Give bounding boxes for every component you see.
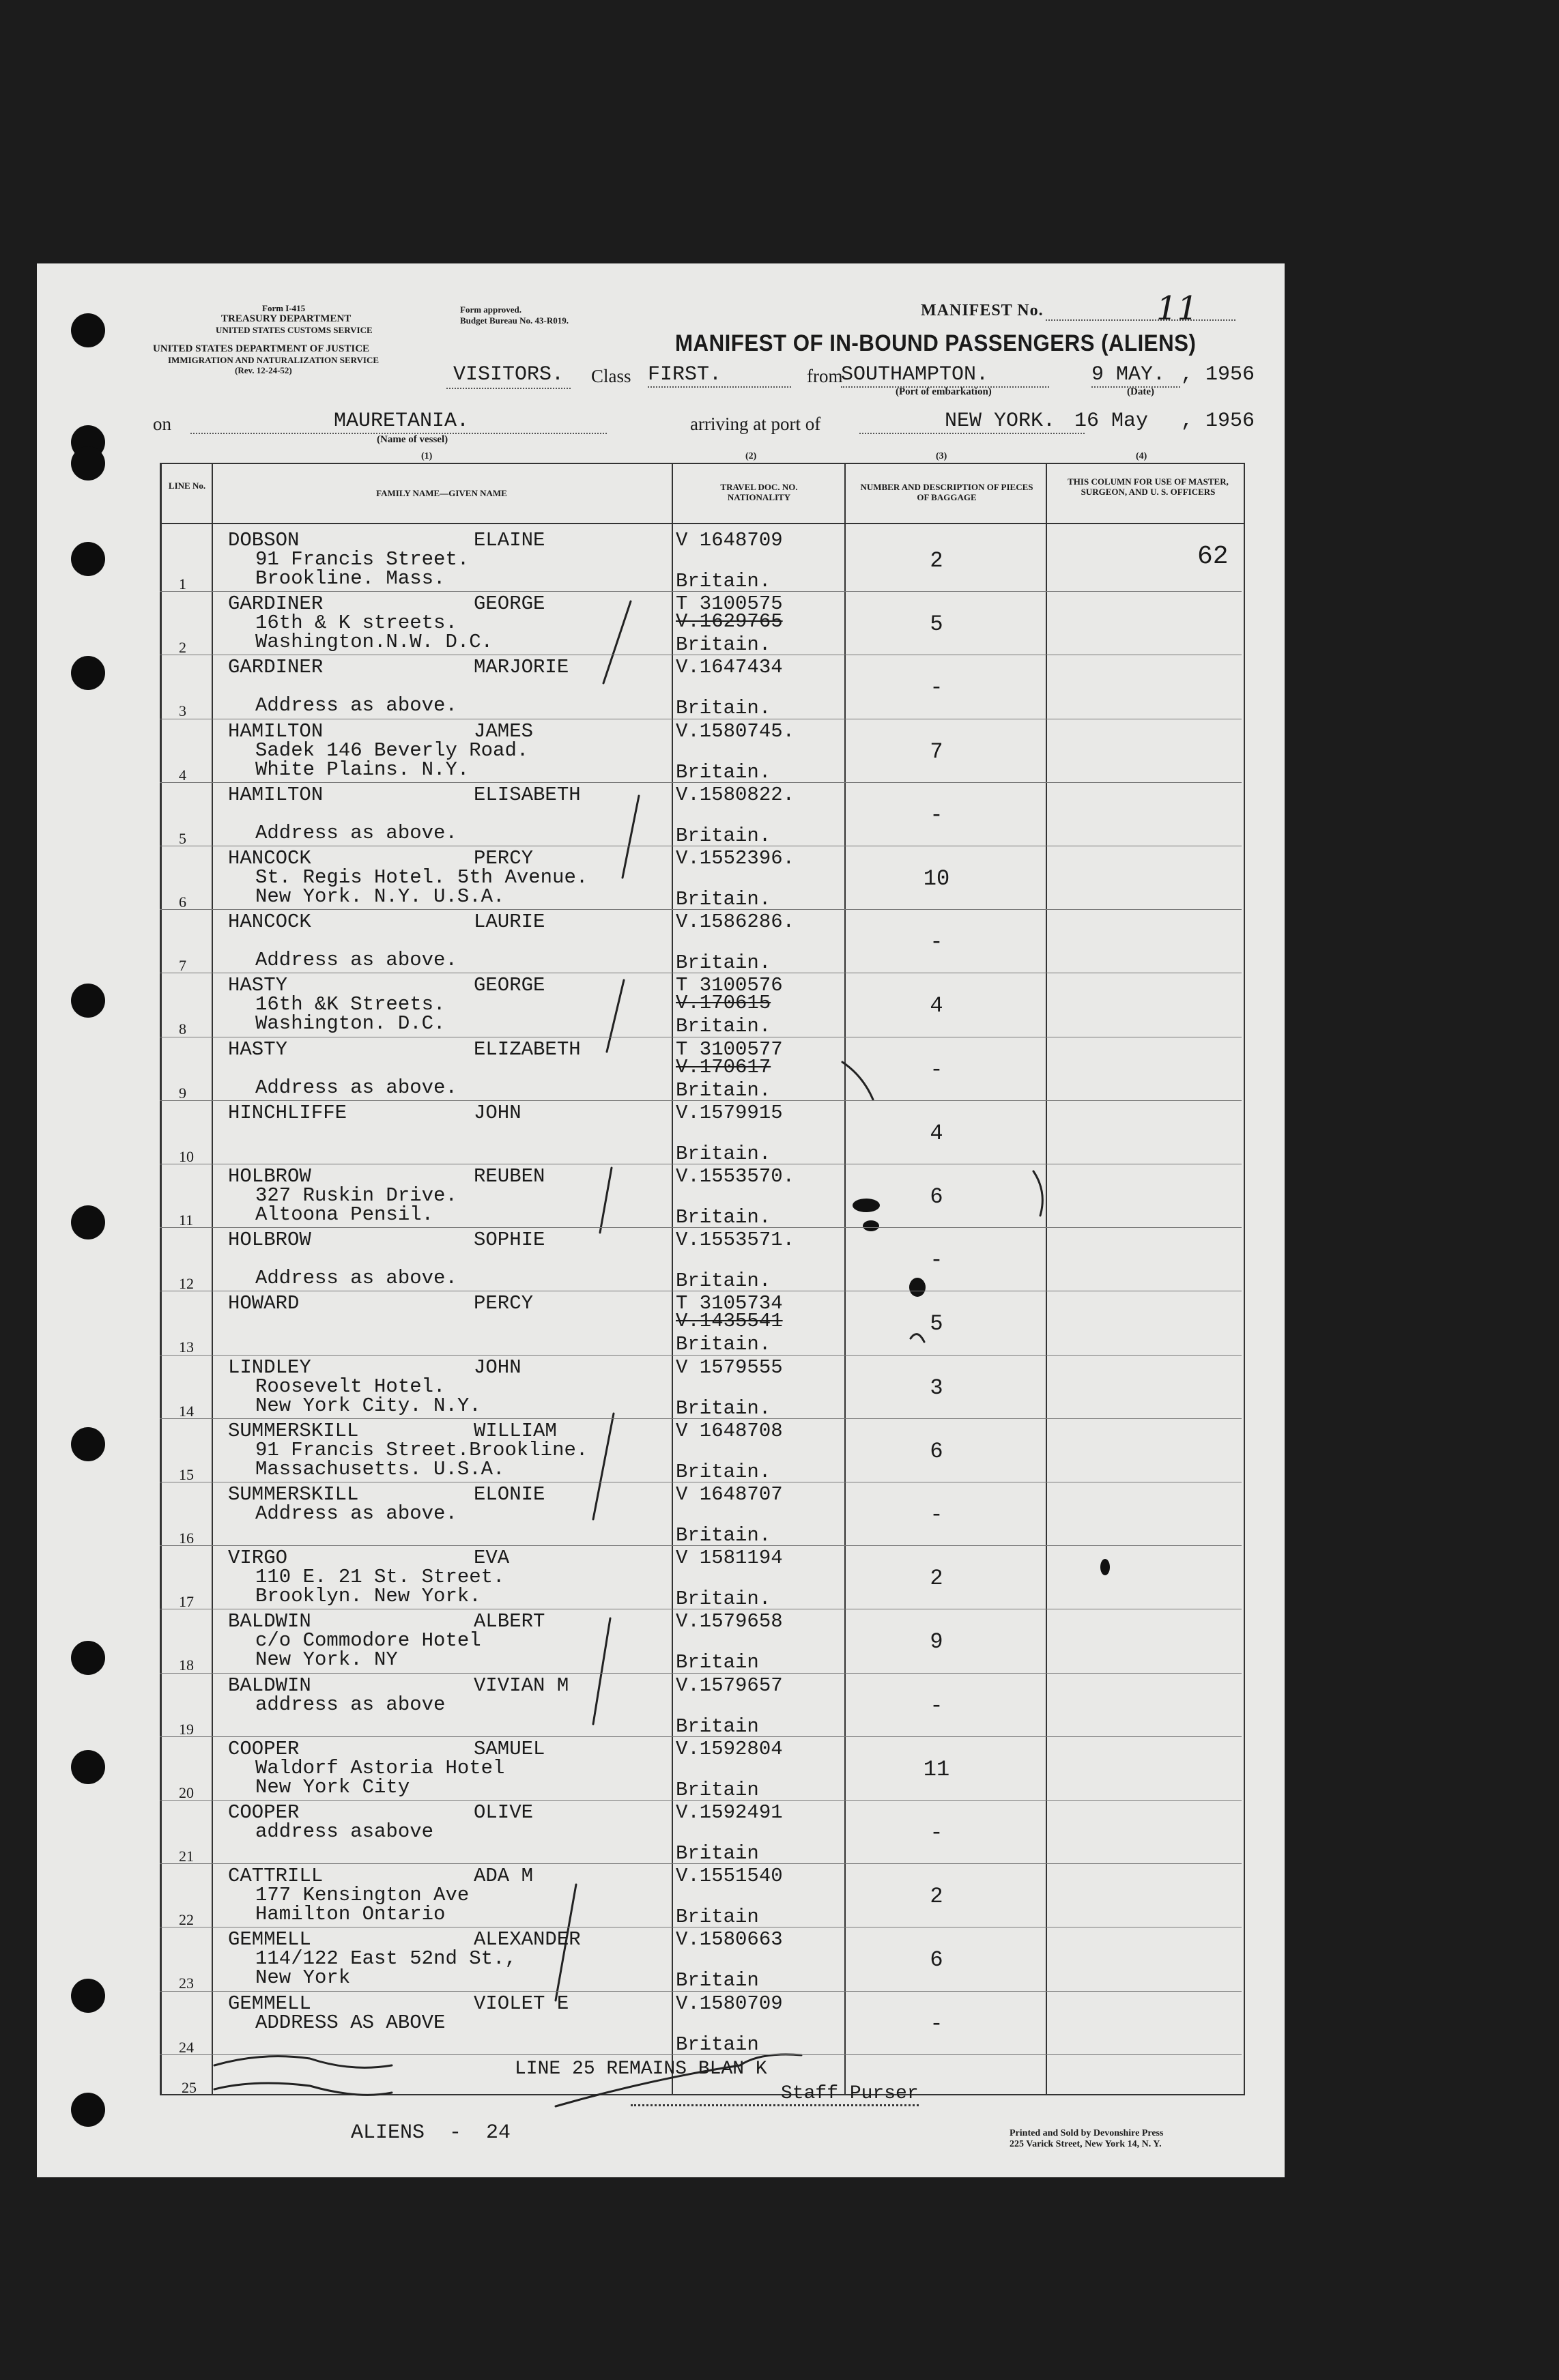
nationality: Britain. [676, 824, 771, 847]
travel-doc-number: V.1592491 [676, 1801, 783, 1824]
class-value: FIRST. [648, 363, 791, 388]
nationality: Britain. [676, 1524, 771, 1547]
travel-doc-number: V 1648707 [676, 1483, 783, 1506]
address-line-2: Hamilton Ontario [255, 1903, 446, 1926]
baggage-count: - [930, 802, 943, 828]
travel-doc-number: V.1579658 [676, 1610, 783, 1633]
given-name: PERCY [474, 1292, 534, 1315]
nationality: Britain [676, 1778, 759, 1801]
manifest-title: MANIFEST OF IN-BOUND PASSENGERS (ALIENS) [675, 330, 1197, 356]
treasury-dept: TREASURY DEPARTMENT [221, 313, 352, 324]
manifest-no-label: MANIFEST No. [921, 302, 1044, 319]
family-name: BALDWIN [228, 1674, 311, 1697]
family-name: HAMILTON [228, 783, 324, 806]
line-25-number: 25 [182, 2079, 197, 2096]
given-name: GEORGE [474, 592, 545, 616]
nationality: Britain. [676, 633, 771, 657]
travel-doc-number: V.1586286. [676, 911, 795, 934]
address-line-1: 91 Francis Street. [255, 548, 470, 571]
given-name: VIOLET E [474, 1992, 569, 2015]
baggage-count: 9 [930, 1629, 943, 1655]
given-name: REUBEN [474, 1165, 545, 1188]
col-travel-doc: TRAVEL DOC. NO. NATIONALITY [720, 482, 798, 502]
given-name: JOHN [474, 1356, 521, 1379]
line-number: 18 [179, 1657, 194, 1674]
given-name: VIVIAN M [474, 1674, 569, 1697]
travel-doc-number: V 1579555 [676, 1356, 783, 1379]
col-number-1: (1) [421, 451, 433, 461]
nationality: Britain. [676, 697, 771, 720]
family-name: LINDLEY [228, 1356, 311, 1379]
line-number: 3 [179, 702, 186, 720]
travel-doc-number: T 3100576 [676, 974, 783, 997]
address-line-2: Brooklyn. New York. [255, 1585, 481, 1608]
nationality: Britain [676, 1969, 759, 1992]
travel-doc-number: T 3100575 [676, 592, 783, 616]
arrival-year: , 1956 [1181, 410, 1255, 433]
address-line-2: Washington.N.W. D.C. [255, 631, 494, 654]
line-number: 10 [179, 1147, 194, 1165]
travel-doc-number: V.1551540 [676, 1865, 783, 1888]
address-line-1: Roosevelt Hotel. [255, 1375, 446, 1398]
given-name: EVA [474, 1547, 510, 1570]
customs-service: UNITED STATES CUSTOMS SERVICE [216, 325, 373, 335]
address-line-2: Address as above. [255, 1267, 457, 1290]
line-number: 15 [179, 1465, 194, 1483]
given-name: ELAINE [474, 529, 545, 551]
travel-doc-number: V.1580663 [676, 1928, 783, 1951]
travel-doc-number: V.1553571. [676, 1229, 795, 1252]
officer-note: 62 [1197, 542, 1229, 571]
baggage-count: 5 [930, 612, 943, 637]
purser-signature-line: Staff Purser [631, 2084, 919, 2106]
baggage-count: 6 [930, 1947, 943, 1973]
from-label: from [807, 366, 843, 386]
baggage-count: - [930, 1502, 943, 1528]
baggage-count: 4 [930, 993, 943, 1019]
ins-service: IMMIGRATION AND NATURALIZATION SERVICE [168, 355, 380, 365]
passenger-type: VISITORS. [446, 363, 571, 389]
manifest-no-value: 11 [1156, 289, 1199, 328]
nationality: Britain. [676, 760, 771, 784]
travel-doc-number: V 1648709 [676, 529, 783, 551]
given-name: ALBERT [474, 1610, 545, 1633]
arriving-label: arriving at port of [690, 414, 821, 434]
travel-doc-old: V.1629765 [676, 610, 783, 633]
on-label: on [153, 414, 171, 434]
date-caption: (Date) [1127, 386, 1154, 397]
nationality: Britain. [676, 951, 771, 975]
line-number: 7 [179, 957, 186, 975]
nationality: Britain [676, 1651, 759, 1674]
address-line-1: Sadek 146 Beverly Road. [255, 739, 529, 762]
embarkation-date: 9 MAY. [1091, 363, 1180, 388]
given-name: OLIVE [474, 1801, 534, 1824]
form-approved: Form approved. [460, 304, 522, 315]
nationality: Britain. [676, 1333, 771, 1356]
family-name: HAMILTON [228, 719, 324, 743]
travel-doc-number: V.1579657 [676, 1674, 783, 1697]
arrival-date: 16 May [1074, 410, 1149, 433]
justice-dept: UNITED STATES DEPARTMENT OF JUSTICE [153, 343, 370, 354]
address-line-2: Massachusetts. U.S.A. [255, 1457, 505, 1480]
vessel-caption: (Name of vessel) [377, 434, 448, 445]
address-line-1: 114/122 East 52nd St., [255, 1947, 517, 1970]
travel-doc-number: V.1553570. [676, 1165, 795, 1188]
address-line-2: Address as above. [255, 949, 457, 972]
family-name: GEMMELL [228, 1928, 311, 1951]
family-name: SUMMERSKILL [228, 1419, 359, 1442]
given-name: SAMUEL [474, 1737, 545, 1760]
address-line-1: ADDRESS AS ABOVE [255, 2011, 446, 2034]
family-name: GEMMELL [228, 1992, 311, 2015]
family-name: HANCOCK [228, 847, 311, 870]
travel-doc-number: V.1592804 [676, 1737, 783, 1760]
line-number: 5 [179, 829, 186, 847]
baggage-count: 2 [930, 1884, 943, 1910]
family-name: DOBSON [228, 529, 300, 551]
given-name: JAMES [474, 719, 534, 743]
col-number-4: (4) [1136, 451, 1147, 461]
line-number: 17 [179, 1593, 194, 1611]
address-line-1: 16th &K Streets. [255, 993, 446, 1016]
address-line-1: address as above [255, 1693, 446, 1716]
travel-doc-old: V.170617 [676, 1055, 771, 1078]
baggage-count: 5 [930, 1311, 943, 1337]
address-line-1: 327 Ruskin Drive. [255, 1184, 457, 1207]
travel-doc-old: V.1435541 [676, 1310, 783, 1333]
budget-bureau: Budget Bureau No. 43-R019. [460, 315, 569, 326]
form-number: Form I-415 [262, 303, 306, 313]
col-number-2: (2) [745, 451, 757, 461]
address-line-1: 110 E. 21 St. Street. [255, 1566, 505, 1589]
line-number: 12 [179, 1275, 194, 1293]
family-name: COOPER [228, 1737, 300, 1760]
travel-doc-number: V 1648708 [676, 1419, 783, 1442]
travel-doc-number: V.1552396. [676, 847, 795, 870]
travel-doc-number: V.1580822. [676, 783, 795, 806]
vessel-name: MAURETANIA. [190, 410, 607, 434]
family-name: SUMMERSKILL [228, 1483, 359, 1506]
given-name: ELISABETH [474, 783, 581, 806]
address-line-2: New York. NY [255, 1648, 398, 1672]
address-line-1: 91 Francis Street.Brookline. [255, 1438, 588, 1461]
family-name: HASTY [228, 1037, 288, 1061]
family-name: HASTY [228, 974, 288, 997]
baggage-count: - [930, 1693, 943, 1719]
given-name: GEORGE [474, 974, 545, 997]
family-name: HOWARD [228, 1292, 300, 1315]
nationality: Britain [676, 1715, 759, 1738]
baggage-count: 2 [930, 548, 943, 573]
travel-doc-number: T 3105734 [676, 1292, 783, 1315]
class-label: Class [591, 366, 631, 386]
given-name: ELIZABETH [474, 1037, 581, 1061]
line-number: 24 [179, 2038, 194, 2056]
port-of-embarkation: SOUTHAMPTON. [841, 363, 1049, 388]
travel-doc-number: V.1579915 [676, 1101, 783, 1124]
nationality: Britain [676, 1842, 759, 1865]
line-number: 8 [179, 1020, 186, 1038]
nationality: Britain. [676, 1588, 771, 1611]
nationality: Britain. [676, 1142, 771, 1165]
line-number: 14 [179, 1402, 194, 1420]
address-line-2: Address as above. [255, 821, 457, 844]
printer-line-2: 225 Varick Street, New York 14, N. Y. [1010, 2139, 1162, 2149]
baggage-count: 7 [930, 739, 943, 764]
address-line-2: White Plains. N.Y. [255, 758, 470, 781]
line-number: 22 [179, 1911, 194, 1929]
line-number: 23 [179, 1975, 194, 1992]
address-line-1: Address as above. [255, 1502, 457, 1525]
form-revision: (Rev. 12-24-52) [235, 365, 292, 375]
baggage-count: 3 [930, 1375, 943, 1401]
address-line-2: New York City. N.Y. [255, 1394, 481, 1417]
travel-doc-number: V.1580709 [676, 1992, 783, 2015]
col-line-no: LINE No. [168, 481, 206, 491]
line-number: 13 [179, 1338, 194, 1356]
baggage-count: - [930, 2011, 943, 2037]
baggage-count: - [930, 1057, 943, 1083]
address-line-2: Washington. D.C. [255, 1012, 446, 1035]
line-number: 9 [179, 1084, 186, 1102]
manifest-sheet [37, 263, 1285, 2177]
family-name: GARDINER [228, 592, 324, 616]
given-name: JOHN [474, 1101, 521, 1124]
line-number: 16 [179, 1530, 194, 1547]
travel-doc-number: V 1581194 [676, 1547, 783, 1570]
line-number: 21 [179, 1848, 194, 1865]
nationality: Britain. [676, 888, 771, 911]
address-line-1: 16th & K streets. [255, 612, 457, 635]
given-name: LAURIE [474, 911, 545, 934]
address-line-1: address asabove [255, 1820, 434, 1843]
given-name: ALEXANDER [474, 1928, 581, 1951]
nationality: Britain [676, 1906, 759, 1929]
arrival-port: NEW YORK. [859, 410, 1085, 434]
address-line-1: 177 Kensington Ave [255, 1884, 470, 1907]
nationality: Britain. [676, 1206, 771, 1229]
col-baggage: NUMBER AND DESCRIPTION OF PIECES OF BAGGAGE [860, 482, 1033, 502]
address-line-2: New York [255, 1966, 351, 1990]
travel-doc-number: V.1580745. [676, 719, 795, 743]
nationality: Britain [676, 2033, 759, 2056]
baggage-count: - [930, 675, 943, 701]
family-name: VIRGO [228, 1547, 288, 1570]
address-line-2: New York City [255, 1775, 410, 1798]
family-name: HINCHLIFFE [228, 1101, 347, 1124]
given-name: SOPHIE [474, 1229, 545, 1252]
travel-doc-number: T 3100577 [676, 1037, 783, 1061]
baggage-count: - [930, 1820, 943, 1846]
family-name: CATTRILL [228, 1865, 324, 1888]
line-number: 6 [179, 893, 186, 911]
address-line-1: Waldorf Astoria Hotel [255, 1756, 505, 1779]
address-line-1: c/o Commodore Hotel [255, 1629, 481, 1652]
given-name: ADA M [474, 1865, 534, 1888]
col-officers: THIS COLUMN FOR USE OF MASTER, SURGEON, AND U. S. OFFICERS [1068, 476, 1229, 497]
family-name: HOLBROW [228, 1229, 311, 1252]
aliens-count: ALIENS - 24 [351, 2121, 511, 2145]
port-caption: (Port of embarkation) [896, 386, 992, 397]
line-25-remark: LINE 25 REMAINS BLAN K [515, 2059, 767, 2080]
family-name: HANCOCK [228, 911, 311, 934]
travel-doc-old: V.170615 [676, 992, 771, 1015]
nationality: Britain. [676, 1460, 771, 1483]
given-name: PERCY [474, 847, 534, 870]
given-name: ELONIE [474, 1483, 545, 1506]
baggage-count: 2 [930, 1566, 943, 1592]
baggage-count: 10 [923, 866, 950, 891]
address-line-2: Altoona Pensil. [255, 1203, 434, 1226]
baggage-count: 6 [930, 1184, 943, 1209]
nationality: Britain. [676, 1015, 771, 1038]
line-number: 2 [179, 639, 186, 657]
family-name: HOLBROW [228, 1165, 311, 1188]
embarkation-year: , 1956 [1181, 363, 1255, 386]
travel-doc-number: V.1647434 [676, 656, 783, 679]
line-number: 20 [179, 1783, 194, 1801]
line-number: 11 [179, 1211, 194, 1229]
address-line-1: St. Regis Hotel. 5th Avenue. [255, 866, 588, 889]
nationality: Britain. [676, 1396, 771, 1420]
baggage-count: - [930, 1248, 943, 1274]
baggage-count: 4 [930, 1120, 943, 1146]
line-number: 1 [179, 575, 186, 592]
address-line-2: New York. N.Y. U.S.A. [255, 885, 505, 908]
col-name: FAMILY NAME—GIVEN NAME [376, 488, 507, 498]
nationality: Britain. [676, 1078, 771, 1102]
handwriting-marks [37, 263, 1285, 2177]
address-line-2: Address as above. [255, 694, 457, 717]
printer-line-1: Printed and Sold by Devonshire Press [1010, 2128, 1164, 2138]
nationality: Britain. [676, 570, 771, 592]
family-name: COOPER [228, 1801, 300, 1824]
address-line-2: Brookline. Mass. [255, 567, 446, 590]
address-line-2: Address as above. [255, 1076, 457, 1099]
line-number: 19 [179, 1720, 194, 1738]
baggage-count: - [930, 930, 943, 956]
given-name: MARJORIE [474, 656, 569, 679]
given-name: WILLIAM [474, 1419, 557, 1442]
line-number: 4 [179, 766, 186, 784]
family-name: GARDINER [228, 656, 324, 679]
col-number-3: (3) [936, 451, 947, 461]
family-name: BALDWIN [228, 1610, 311, 1633]
baggage-count: 11 [923, 1756, 950, 1782]
nationality: Britain. [676, 1270, 771, 1293]
baggage-count: 6 [930, 1438, 943, 1464]
